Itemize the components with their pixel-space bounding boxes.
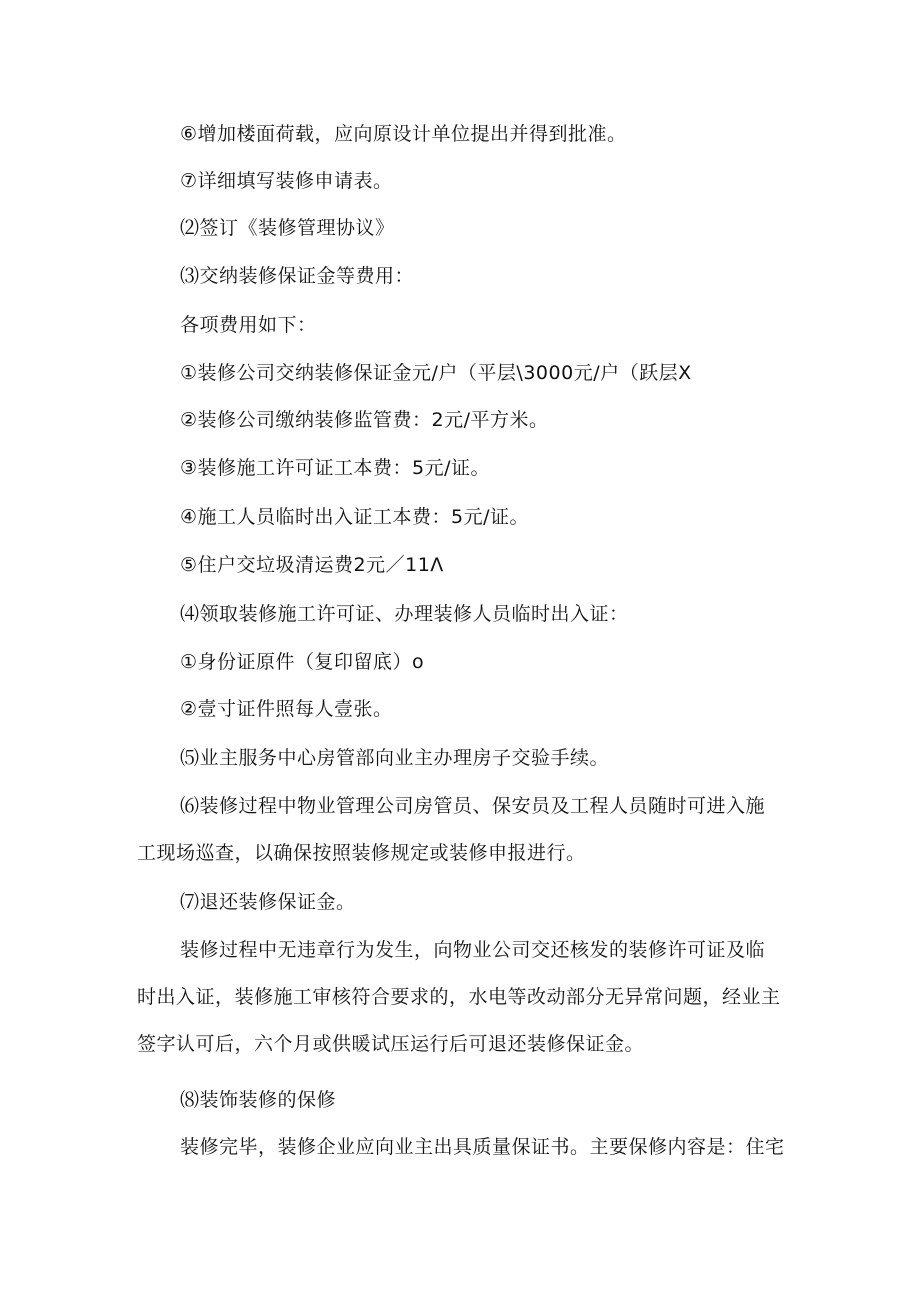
text-line: 装修过程中无违章行为发生，向物业公司交还核发的装修许可证及临 (180, 939, 766, 961)
text-line: ⑹装修过程中物业管理公司房管员、保安员及工程人员随时可进入施 (180, 795, 766, 817)
text-line: ⑤住户交垃圾清运费2元／11Λ (180, 554, 444, 576)
text-line: ⑻装饰装修的保修 (180, 1089, 337, 1111)
text-line: 时出入证，装修施工审核符合要求的，水电等改动部分无异常问题，经业主 (137, 986, 781, 1008)
text-line: ②壹寸证件照每人壹张。 (180, 698, 393, 720)
text-line: ③装修施工许可证工本费：5元/证。 (180, 457, 491, 479)
text-line: ⑦详细填写装修申请表。 (180, 170, 393, 192)
text-line: 装修完毕，装修企业应向业主出具质量保证书。主要保修内容是：住宅 (180, 1136, 785, 1158)
text-line: ⑺退还装修保证金。 (180, 891, 356, 913)
text-line: ⑸业主服务中心房管部向业主办理房子交验手续。 (180, 747, 610, 769)
text-line: 签字认可后，六个月或供暖试压运行后可退还装修保证金。 (137, 1033, 645, 1055)
text-line: ⑥增加楼面荷载，应向原设计单位提出并得到批准。 (180, 123, 627, 145)
text-line: ②装修公司缴纳装修监管费：2元/平方米。 (180, 409, 549, 431)
text-line: ⑵签订《装修管理协议》 (180, 217, 395, 239)
text-line: ④施工人员临时出入证工本费：5元/证。 (180, 506, 530, 528)
text-line: 工现场巡查，以确保按照装修规定或装修申报进行。 (137, 842, 586, 864)
text-line: ①身份证原件（复印留底）o (180, 651, 425, 673)
text-line: ①装修公司交纳装修保证金元/户（平层\3000元/户（跃层X (180, 362, 692, 384)
text-line: ⑶交纳装修保证金等费用： (180, 265, 415, 287)
text-line: ⑷领取装修施工许可证、办理装修人员临时出入证： (180, 603, 629, 625)
text-line: 各项费用如下： (180, 314, 317, 336)
